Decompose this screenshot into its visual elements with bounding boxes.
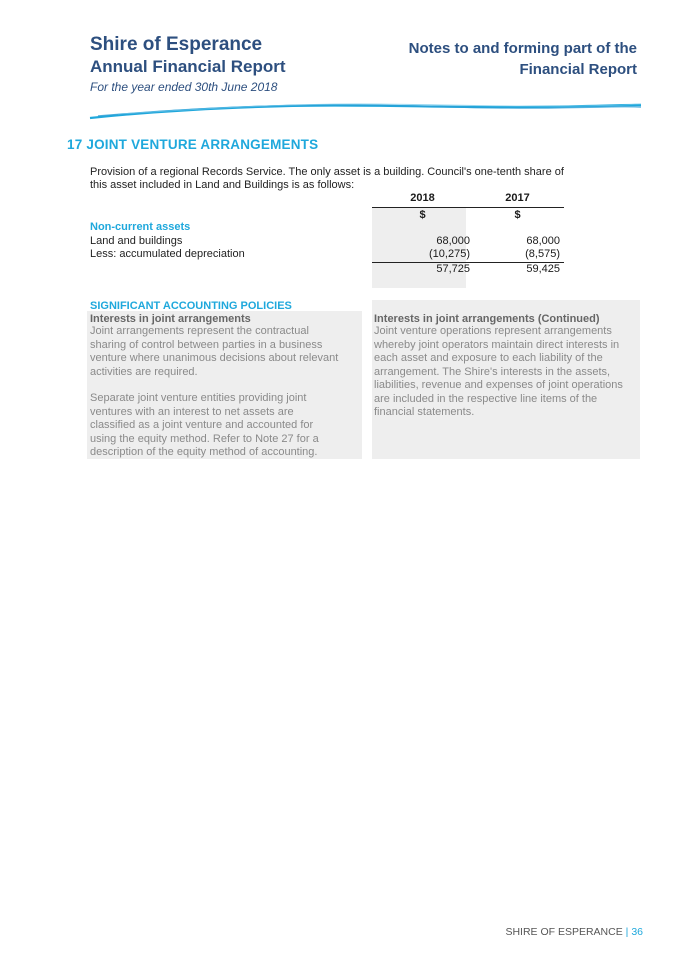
note-intro	[90, 166, 600, 192]
policy-text-line: description of the equity method of accounting.	[90, 446, 318, 458]
note-title: 17 JOINT VENTURE ARRANGEMENTS	[67, 137, 319, 152]
header-wave-decoration	[88, 96, 643, 126]
policy-text-line: arrangement. The Shire's interests in the assets,	[374, 365, 611, 378]
policy-text-line: using the equity method. Refer to Note 27 for a	[90, 432, 319, 445]
org-name: Shire of Esperance	[90, 34, 263, 55]
row-label-depreciation: Less: accumulated depreciation	[90, 248, 245, 260]
total-2018: 57,725	[436, 263, 470, 275]
policy-text-line: Joint arrangements represent the contractual	[90, 325, 309, 337]
value-2017-depreciation: (8,575)	[525, 248, 560, 260]
policy-text-line: each asset and exposure to each liability of the	[374, 352, 603, 364]
section-header-line1: Notes to and forming part of the	[408, 40, 637, 57]
policies-title: SIGNIFICANT ACCOUNTING POLICIES	[90, 300, 292, 312]
policy-left-paragraph-1	[90, 325, 360, 379]
column-header-2018: 2018	[410, 192, 435, 204]
unit-2018: $	[419, 209, 426, 221]
policy-right-paragraph-1	[374, 325, 638, 420]
note-intro-line1: Provision of a regional Records Service. The only asset is a building. Council's one-tenth share of	[90, 166, 564, 178]
value-2018-depreciation: (10,275)	[429, 248, 470, 260]
policy-left-paragraph-2	[90, 392, 360, 460]
report-period: For the year ended 30th June 2018	[90, 80, 278, 94]
row-label-land-buildings: Land and buildings	[90, 235, 183, 247]
policy-right-heading: Interests in joint arrangements (Continued)	[374, 313, 600, 325]
column-header-2017: 2017	[505, 192, 530, 204]
policy-text-line: are included in the respective line items of the	[374, 392, 598, 405]
value-2017-land-buildings: 68,000	[526, 235, 560, 247]
policy-text-line: activities are required.	[90, 365, 198, 378]
policy-text-line: liabilities, revenue and expenses of joint operations	[374, 379, 623, 391]
policy-text-line: ventures with an interest to net assets are	[90, 405, 294, 418]
policy-text-line: Joint venture operations represent arrangements	[374, 325, 612, 337]
page-footer	[505, 926, 643, 938]
policy-left-column	[90, 313, 360, 460]
policy-text-line: whereby joint operators maintain direct interests in	[374, 338, 620, 351]
policy-right-column	[374, 313, 638, 420]
policy-text-line: Separate joint venture entities providing joint	[90, 392, 307, 404]
section-header-line2: Financial Report	[519, 61, 637, 78]
unit-2017: $	[514, 209, 521, 221]
page-number: 36	[631, 926, 643, 938]
total-2017: 59,425	[526, 263, 560, 275]
section-header	[409, 38, 637, 80]
value-2018-land-buildings: 68,000	[436, 235, 470, 247]
footer-org: SHIRE OF ESPERANCE	[505, 926, 623, 938]
policy-text-line: venture where unanimous decisions about relevant	[90, 352, 339, 364]
note-intro-line2: this asset included in Land and Buildings is as follows:	[90, 179, 355, 191]
policy-text-line: sharing of control between parties in a business	[90, 338, 323, 351]
section-label-non-current-assets: Non-current assets	[90, 221, 191, 233]
header-rule	[372, 207, 564, 208]
policy-left-heading: Interests in joint arrangements	[90, 313, 251, 325]
policy-text-line: classified as a joint venture and accounted for	[90, 419, 314, 431]
policy-text-line: financial statements.	[374, 406, 475, 418]
report-title: Annual Financial Report	[90, 57, 286, 76]
footer-separator: |	[625, 926, 629, 938]
